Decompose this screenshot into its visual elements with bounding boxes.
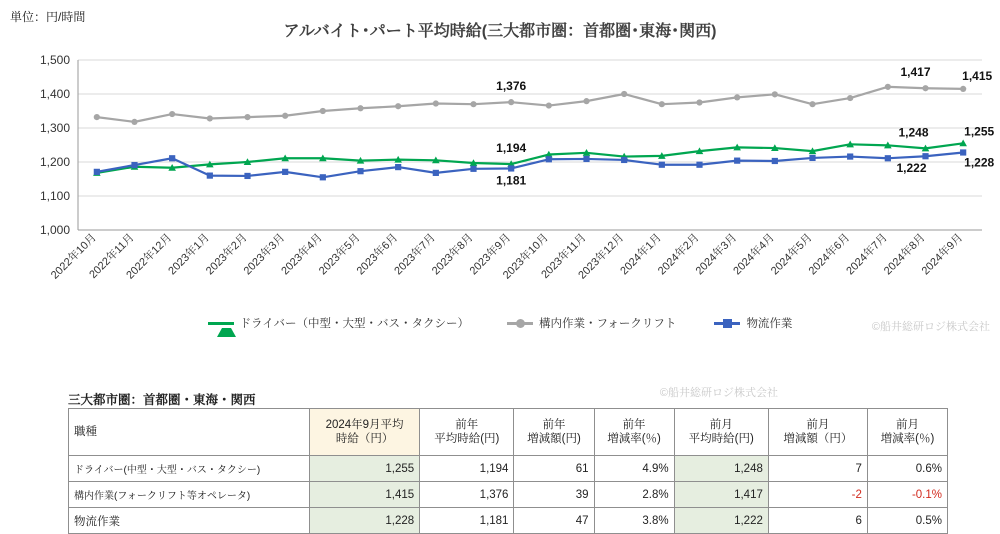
- data-value-label: 1,181: [496, 173, 527, 188]
- table-cell-job-name: 物流作業: [69, 508, 310, 534]
- data-point-marker: [508, 99, 514, 105]
- table-cell-value: 1,417: [674, 482, 768, 508]
- series-line: [97, 87, 963, 122]
- legend-label-driver: ドライバー（中型・大型・バス・タクシー）: [239, 318, 469, 330]
- watermark-chart: ©船井総研ロジ株式会社: [871, 321, 990, 333]
- data-point-marker: [433, 170, 439, 176]
- table-cell-value: 2.8%: [594, 482, 674, 508]
- legend-label-forklift: 構内作業・フォークリフト: [539, 318, 677, 330]
- table-cell-value: -2: [768, 482, 867, 508]
- table-header-cell-6: 前月 増減額（円）: [768, 409, 867, 456]
- data-point-marker: [696, 99, 702, 105]
- summary-table: [68, 408, 948, 534]
- x-axis-tick-label: 2023年3月: [241, 231, 288, 278]
- table-header: [69, 409, 948, 456]
- table-header-cell-7: 前月 増減率(％): [867, 409, 947, 456]
- table-cell-value: 0.6%: [867, 456, 947, 482]
- y-axis-tick-label: 1,500: [39, 53, 70, 67]
- table-cell-value: 7: [768, 456, 867, 482]
- y-axis-tick-label: 1,100: [39, 189, 70, 203]
- data-point-marker: [244, 173, 250, 179]
- legend-item-driver: [208, 315, 469, 331]
- x-axis-tick-label: 2023年8月: [429, 231, 476, 278]
- data-point-marker: [470, 166, 476, 172]
- data-point-marker: [357, 168, 363, 174]
- data-point-marker: [207, 115, 213, 121]
- data-point-marker: [659, 162, 665, 168]
- table-row: [69, 482, 948, 508]
- data-point-marker: [320, 174, 326, 180]
- hourly-wage-line-chart: [0, 40, 1000, 330]
- x-axis-tick-label: 2023年10月: [500, 231, 551, 282]
- data-point-marker: [621, 91, 627, 97]
- data-value-label: 1,417: [900, 65, 931, 80]
- table-cell-value: 1,415: [310, 482, 420, 508]
- x-axis-tick-label: 2022年10月: [48, 231, 99, 282]
- data-point-marker: [734, 94, 740, 100]
- x-axis-tick-label: 2024年1月: [618, 231, 664, 278]
- data-value-label: 1,415: [962, 68, 993, 83]
- table-row: [69, 508, 948, 534]
- chart-title: アルバイト･パート平均時給(三大都市圏：首都圏･東海･関西): [283, 23, 717, 40]
- table-header-cell-3: 前年 増減額(円): [514, 409, 594, 456]
- x-axis-tick-label: 2024年5月: [768, 231, 815, 278]
- data-point-marker: [659, 101, 665, 107]
- table-cell-value: 1,248: [674, 456, 768, 482]
- table-cell-value: 39: [514, 482, 594, 508]
- table-cell-value: 1,222: [674, 508, 768, 534]
- x-axis-tick-label: 2024年8月: [881, 231, 928, 278]
- chart-legend: [0, 315, 1000, 331]
- data-point-marker: [131, 119, 137, 125]
- data-point-marker: [395, 164, 401, 170]
- x-axis-tick-label: 2023年2月: [203, 231, 250, 278]
- legend-label-logistics: 物流作業: [746, 318, 793, 330]
- data-value-label: 1,222: [896, 161, 927, 176]
- data-point-marker: [282, 169, 288, 175]
- x-axis-tick-label: 2024年7月: [844, 231, 890, 278]
- table-cell-value: 47: [514, 508, 594, 534]
- y-axis-tick-label: 1,400: [39, 87, 70, 101]
- data-point-marker: [282, 113, 288, 119]
- data-point-marker: [734, 158, 740, 164]
- circle-marker-icon: [507, 317, 533, 329]
- table-row: [69, 456, 948, 482]
- unit-label: 単位：円/時間: [10, 10, 86, 24]
- data-value-label: 1,376: [496, 79, 527, 94]
- y-axis-tick-label: 1,000: [39, 223, 70, 237]
- table-header-cell-0: 職種: [69, 409, 310, 456]
- x-axis-tick-label: 2022年12月: [124, 231, 175, 282]
- x-axis-tick-label: 2024年3月: [693, 231, 740, 278]
- data-point-marker: [696, 162, 702, 168]
- table-header-cell-1: 2024年9月平均 時給（円）: [310, 409, 420, 456]
- data-point-marker: [772, 158, 778, 164]
- x-axis-tick-label: 2023年4月: [279, 231, 325, 278]
- legend-item-logistics: [714, 315, 792, 331]
- data-value-label: 1,194: [496, 141, 527, 156]
- data-point-marker: [131, 162, 137, 168]
- data-point-marker: [94, 169, 100, 175]
- data-point-marker: [470, 101, 476, 107]
- x-axis-tick-label: 2024年4月: [731, 231, 777, 278]
- table-cell-job-name: 構内作業(フォークリフト等オペレータ): [69, 482, 310, 508]
- data-point-marker: [809, 155, 815, 161]
- data-value-label: 1,255: [964, 124, 995, 139]
- data-point-marker: [847, 153, 853, 159]
- table-cell-value: 6: [768, 508, 867, 534]
- data-point-marker: [433, 100, 439, 106]
- table-body: [69, 456, 948, 534]
- table-cell-value: 1,255: [310, 456, 420, 482]
- data-point-marker: [772, 91, 778, 97]
- x-axis-tick-label: 2023年7月: [392, 231, 438, 278]
- data-point-marker: [207, 173, 213, 179]
- data-point-marker: [357, 105, 363, 111]
- watermark-table: ©船井総研ロジ株式会社: [659, 387, 778, 399]
- series-line: [97, 152, 963, 177]
- triangle-marker-icon: [208, 317, 234, 329]
- table-cell-value: 1,228: [310, 508, 420, 534]
- data-point-marker: [922, 153, 928, 159]
- data-point-marker: [583, 156, 589, 162]
- data-point-marker: [847, 95, 853, 101]
- data-point-marker: [169, 155, 175, 161]
- table-cell-value: 1,194: [420, 456, 514, 482]
- table-cell-value: 4.9%: [594, 456, 674, 482]
- x-axis-tick-label: 2023年6月: [354, 231, 401, 278]
- data-point-marker: [809, 101, 815, 107]
- table-cell-value: 61: [514, 456, 594, 482]
- square-marker-icon: [714, 317, 740, 329]
- x-axis-tick-label: 2023年12月: [576, 231, 627, 282]
- data-point-marker: [621, 157, 627, 163]
- x-axis-tick-label: 2023年5月: [316, 231, 363, 278]
- x-axis-tick-label: 2022年11月: [87, 231, 137, 282]
- data-point-marker: [583, 98, 589, 104]
- data-point-marker: [546, 156, 552, 162]
- data-value-label: 1,228: [964, 155, 995, 170]
- table-cell-job-name: ドライバー(中型・大型・バス・タクシー): [69, 456, 310, 482]
- data-point-marker: [320, 108, 326, 114]
- table-caption: 三大都市圏：首都圏・東海・関西: [68, 393, 256, 407]
- table-header-cell-4: 前年 増減率(％): [594, 409, 674, 456]
- table-cell-value: 1,376: [420, 482, 514, 508]
- table-header-cell-5: 前月 平均時給(円): [674, 409, 768, 456]
- x-axis-tick-label: 2024年9月: [919, 231, 966, 278]
- data-point-marker: [94, 114, 100, 120]
- data-point-marker: [885, 84, 891, 90]
- x-axis-tick-label: 2023年9月: [467, 231, 514, 278]
- y-axis-tick-label: 1,300: [39, 121, 70, 135]
- data-point-marker: [960, 86, 966, 92]
- data-point-marker: [508, 165, 514, 171]
- table-cell-value: 3.8%: [594, 508, 674, 534]
- data-point-marker: [546, 102, 552, 108]
- x-axis-tick-label: 2023年1月: [166, 231, 212, 278]
- table-cell-value: -0.1%: [867, 482, 947, 508]
- data-point-marker: [395, 103, 401, 109]
- x-axis-tick-label: 2023年11月: [539, 231, 589, 282]
- data-value-label: 1,248: [898, 125, 929, 140]
- data-point-marker: [922, 85, 928, 91]
- table-cell-value: 1,181: [420, 508, 514, 534]
- table-cell-value: 0.5%: [867, 508, 947, 534]
- data-point-marker: [169, 111, 175, 117]
- y-axis-tick-label: 1,200: [39, 155, 70, 169]
- table-header-cell-2: 前年 平均時給(円): [420, 409, 514, 456]
- legend-item-forklift: [507, 315, 676, 331]
- x-axis-tick-label: 2024年6月: [806, 231, 853, 278]
- data-point-marker: [885, 155, 891, 161]
- x-axis-tick-label: 2024年2月: [655, 231, 702, 278]
- table-header-row: [69, 409, 948, 456]
- data-point-marker: [244, 114, 250, 120]
